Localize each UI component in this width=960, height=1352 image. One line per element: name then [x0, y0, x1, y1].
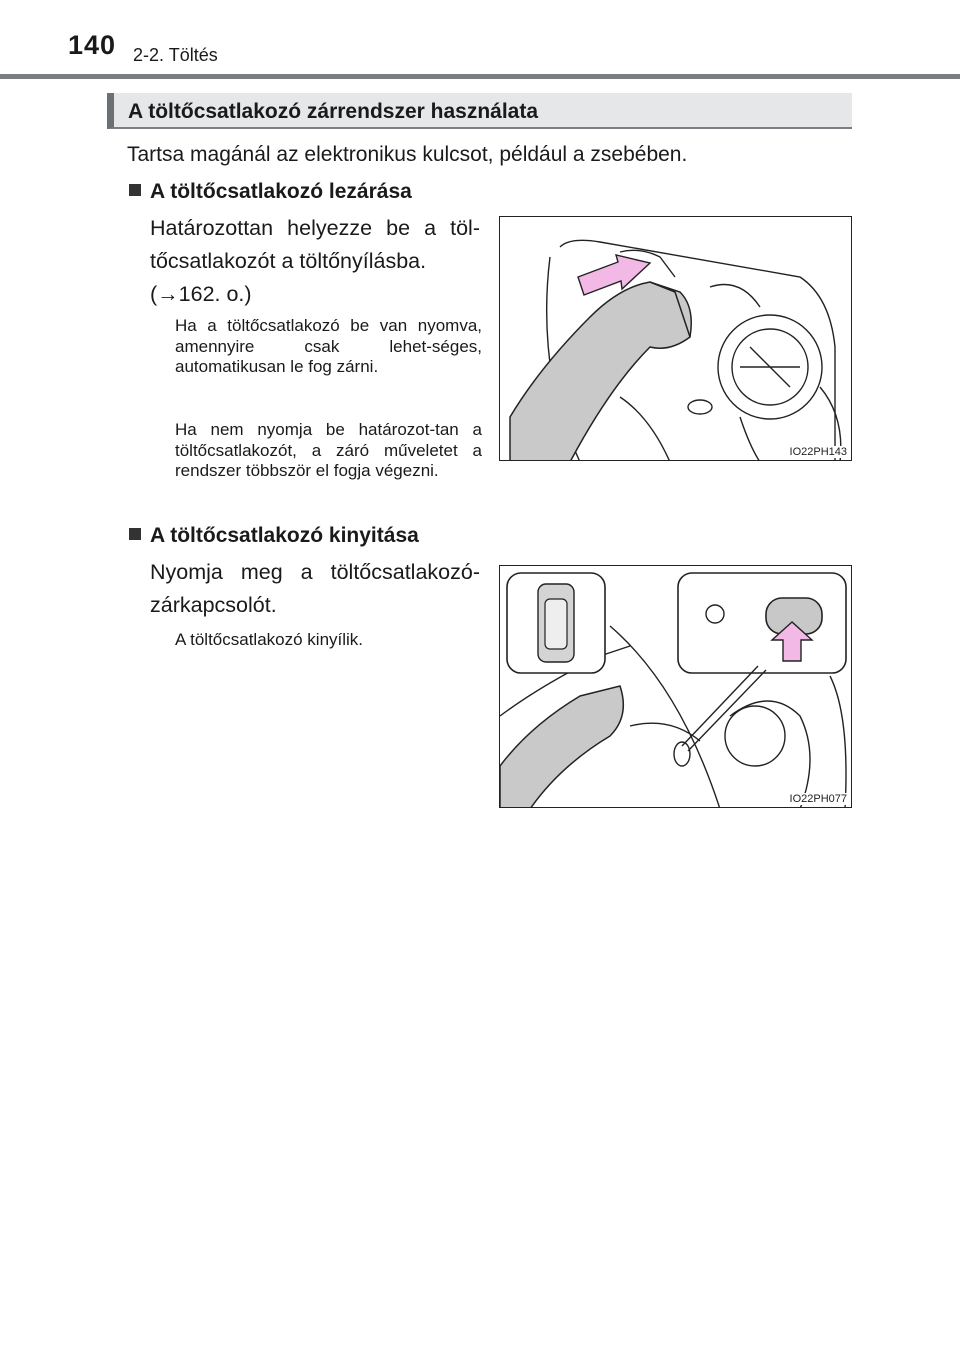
lock-heading-text: A töltőcsatlakozó lezárása [150, 180, 412, 203]
section-title: A töltőcsatlakozó zárrendszer használata [128, 100, 539, 123]
unlock-figure [499, 565, 852, 808]
header-rule [0, 74, 960, 79]
switch-illustration [500, 566, 852, 808]
lock-figure [499, 216, 852, 461]
page-number: 140 [68, 30, 117, 60]
lock-heading [129, 180, 412, 204]
lock-figure-code: IO22PH143 [789, 446, 847, 458]
unlock-heading [129, 524, 419, 548]
intro-text: Tartsa magánál az elektronikus kulcsot, például a zsebében. [127, 143, 688, 166]
bullet-square-icon [129, 184, 141, 196]
lock-step [150, 212, 480, 311]
section-header [107, 93, 852, 129]
chapter-title: 2-2. Töltés [133, 45, 218, 65]
lock-note-1: Ha a töltőcsatlakozó be van nyomva, amennyire csak lehet-séges, automatikusan le fog zárni. [175, 316, 482, 376]
unlock-heading-text: A töltőcsatlakozó kinyitása [150, 524, 419, 547]
bullet-square-icon [129, 528, 141, 540]
charge-port-illustration [500, 217, 852, 461]
lock-note-2: Ha nem nyomja be határozot-tan a töltőcsatlakozót, a záró műveletet a rendszer többször el fogja végezni. [175, 420, 482, 480]
lock-step-ref: (→162. o.) [150, 282, 252, 306]
unlock-figure-code: IO22PH077 [789, 793, 847, 805]
unlock-note: A töltőcsatlakozó kinyílik. [175, 630, 364, 649]
lock-step-line2: tőcsatlakozót a töltőnyílásba. [150, 249, 427, 273]
unlock-step: Nyomja meg a töltőcsatlakozó-zárkapcsolót. [150, 560, 480, 617]
lock-step-line1: Határozottan helyezze be a töl- [150, 216, 480, 240]
